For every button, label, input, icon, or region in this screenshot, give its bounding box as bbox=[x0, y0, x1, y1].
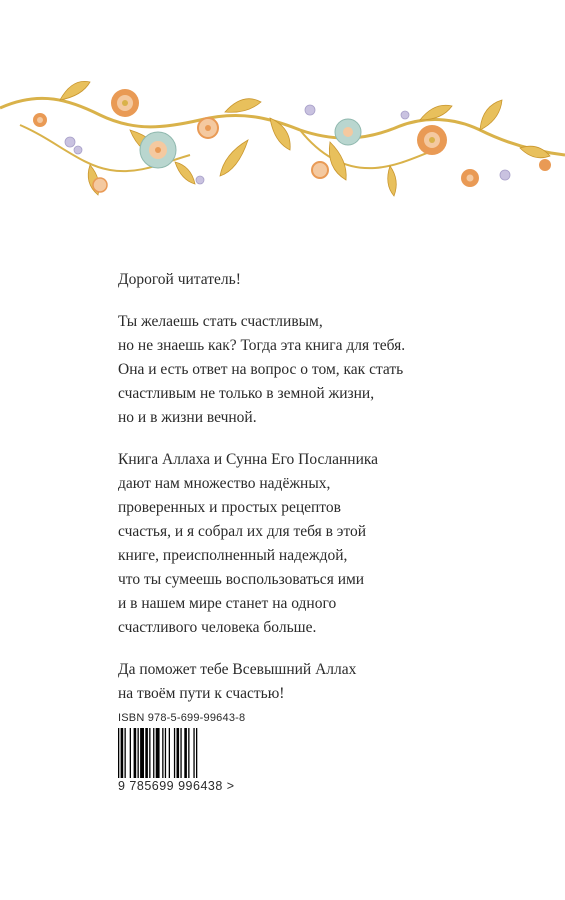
barcode-bar bbox=[193, 728, 194, 778]
barcode-bar bbox=[188, 728, 189, 778]
isbn-label: ISBN 978-5-699-99643-8 bbox=[118, 712, 246, 724]
paragraph-line: книге, преисполненный надеждой, bbox=[118, 547, 348, 564]
letter-paragraph bbox=[118, 658, 538, 706]
floral-ornament bbox=[0, 70, 565, 210]
paragraph-line: Она и есть ответ на вопрос о том, как стать bbox=[118, 361, 404, 378]
isbn-digits: 9 785699 996438 > bbox=[118, 779, 235, 793]
letter-text bbox=[118, 268, 538, 724]
flower-orange-7 bbox=[93, 178, 107, 192]
barcode-bar bbox=[138, 728, 139, 778]
barcode-bar bbox=[177, 728, 180, 778]
flower-orange-4 bbox=[461, 169, 479, 187]
paragraph-line: но и в жизни вечной. bbox=[118, 409, 257, 426]
flower-orange-1 bbox=[111, 89, 139, 117]
barcode-bar bbox=[174, 728, 175, 778]
barcode-bar bbox=[162, 728, 163, 778]
barcode-bar bbox=[153, 728, 154, 778]
barcode-bar bbox=[184, 728, 187, 778]
barcode-bar bbox=[145, 728, 148, 778]
paragraph-line: на твоём пути к счастью! bbox=[118, 685, 285, 702]
letter-paragraph bbox=[118, 310, 538, 430]
flower-orange-2 bbox=[198, 118, 218, 138]
barcode-bar bbox=[125, 728, 126, 778]
paragraph-line: и в нашем мире станет на одного bbox=[118, 595, 337, 612]
barcode-bar bbox=[169, 728, 170, 778]
flower-orange-3 bbox=[417, 125, 447, 155]
barcode-bar bbox=[180, 728, 181, 778]
paragraph-line: Да поможет тебе Всевышний Аллах bbox=[118, 661, 357, 678]
flower-teal-1 bbox=[140, 132, 176, 168]
paragraph-line: Книга Аллаха и Сунна Его Посланника bbox=[118, 451, 379, 468]
flower-orange-6 bbox=[33, 113, 47, 127]
paragraph-line: счастливым не только в земной жизни, bbox=[118, 385, 375, 402]
barcode-icon bbox=[118, 728, 230, 778]
barcode-bar bbox=[121, 728, 124, 778]
paragraph-line: счастья, и я собрал их для тебя в этой bbox=[118, 523, 367, 540]
barcode-bar bbox=[165, 728, 166, 778]
paragraph-line: дают нам множество надёжных, bbox=[118, 475, 331, 492]
letter-greeting: Дорогой читатель! bbox=[118, 271, 241, 288]
barcode-bar bbox=[134, 728, 137, 778]
paragraph-line: Ты желаешь стать счастливым, bbox=[118, 313, 323, 330]
barcode-bar bbox=[149, 728, 150, 778]
paragraph-line: счастливого человека больше. bbox=[118, 619, 317, 636]
barcode-bar bbox=[196, 728, 197, 778]
flower-teal-2 bbox=[335, 119, 361, 145]
flower-orange-5 bbox=[312, 162, 328, 178]
paragraph-line: проверенных и простых рецептов bbox=[118, 499, 341, 516]
barcode-bar bbox=[156, 728, 160, 778]
barcode-bar bbox=[140, 728, 144, 778]
paragraph-line: что ты сумеешь воспользоваться ими bbox=[118, 571, 365, 588]
barcode-bar bbox=[130, 728, 131, 778]
barcode-bar bbox=[118, 728, 119, 778]
paragraph-line: но не знаешь как? Тогда эта книга для тебя. bbox=[118, 337, 406, 354]
isbn-barcode bbox=[118, 712, 246, 793]
flower-orange-8 bbox=[539, 159, 551, 171]
letter-paragraph bbox=[118, 448, 538, 640]
